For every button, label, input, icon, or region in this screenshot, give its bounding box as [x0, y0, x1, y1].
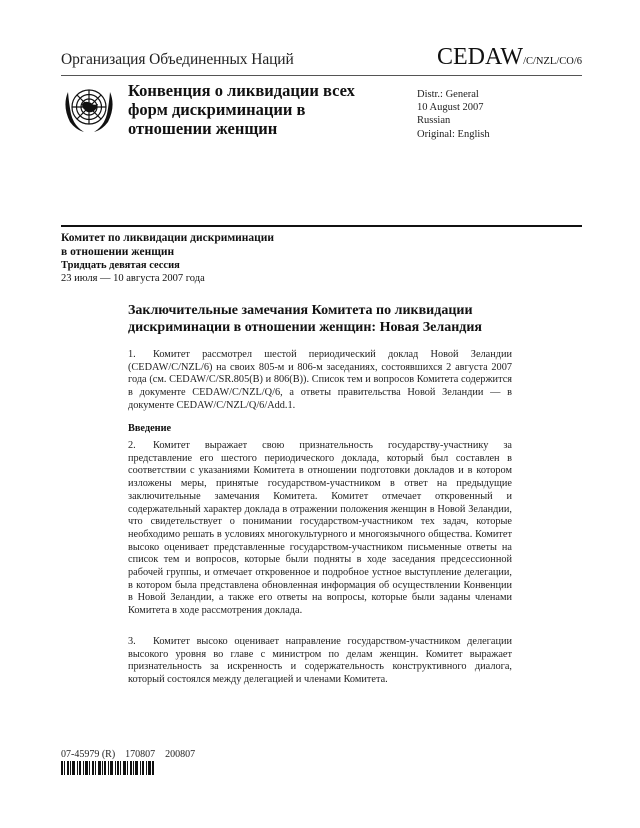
paragraph-number: 1. — [128, 349, 136, 360]
document-title-line: Заключительные замечания Комитета по ликвидации — [128, 303, 473, 318]
session-dates: 23 июля — 10 августа 2007 года — [61, 273, 205, 284]
convention-title-line: форм дискриминации в — [128, 100, 306, 119]
section-rule — [61, 225, 582, 227]
paragraph-3 — [128, 636, 512, 687]
section-heading: Введение — [128, 423, 172, 434]
job-number: 07-45979 (R) — [61, 749, 116, 760]
committee-name-line: Комитет по ликвидации дискриминации — [61, 232, 275, 244]
un-emblem-icon — [60, 80, 118, 136]
barcode-icon — [61, 761, 167, 775]
document-symbol-main: CEDAW — [437, 44, 524, 70]
footer-job-info — [61, 749, 195, 760]
paragraph-number: 3. — [128, 636, 136, 647]
paragraph-number: 2. — [128, 440, 136, 451]
original-language: Original: English — [417, 128, 490, 140]
convention-title — [128, 81, 388, 138]
organization-name: Организация Объединенных Наций — [61, 51, 294, 68]
distribution-type: Distr.: General — [417, 89, 479, 100]
header-rule — [61, 75, 582, 76]
committee-name-line: в отношении женщин — [61, 246, 175, 258]
footer-date-2: 200807 — [165, 749, 196, 760]
committee-info — [61, 231, 274, 285]
footer-date-1: 170807 — [125, 749, 156, 760]
document-title-line: дискриминации в отношении женщин: Новая Зеландия — [128, 320, 482, 335]
paragraph-text: Комитет высоко оценивает направление государством-участником делегации высокого уровня во главе с министром по делам женщин. Комитет выражает признательность за искренность и содержательность конструктивного диалога, который состоялся между делегацией и членами Комитета. — [128, 636, 512, 686]
convention-title-line: Конвенция о ликвидации всех — [128, 81, 355, 100]
document-title — [128, 302, 518, 336]
paragraph-2 — [128, 440, 512, 618]
document-symbol-sub: /C/NZL/CO/6 — [523, 56, 582, 67]
paragraph-1 — [128, 349, 512, 413]
distribution-info — [417, 88, 490, 141]
issue-date: 10 August 2007 — [417, 102, 484, 114]
convention-title-line: отношении женщин — [128, 119, 278, 138]
paragraph-text: Комитет рассмотрел шестой периодический доклад Новой Зеландии (CEDAW/C/NZL/6) на своих 805-м и 806-м заседаниях, состоявшихся 2 августа 2007 года (см. CEDAW/C/SR.805(B) и 806(B)). Список тем и вопросов Комитета содержится в документе CEDAW/C/NZL/Q/6, а ответы правительства Новой Зеландии — в документе CEDAW/C/NZL/Q/6/Add.1. — [128, 349, 512, 411]
document-language: Russian — [417, 115, 451, 127]
paragraph-text: Комитет выражает свою признательность государству-участнику за представление его шестого периодического доклада, который был составлен в соответствии с указаниями Комитета в отношении подготовки докладов и в котором изложены меры, принятые государством-участником в ответ на предыдущие заключительные замечания Комитета. Комитет отмечает откровенный и содержательный характер доклада в отражении положения женщин в Новой Зеландии, что свидетельствует о понимании государством-участником тех задач, которые необходимо решать в условиях многокультурного и многоязычного общества. Комитет высоко оценивает представленные государством-участником письменные ответы на список тем и вопросов, которые были подняты в ходе заседания предсессионной рабочей группы, и отмечает откровенное и подробное устное выступление делегации, в котором была представлена обновленная информация об осуществлении Конвенции в Новой Зеландии, а также его ответы на вопросы, которые были заданы членами Комитета в ходе рассмотрения доклада. — [128, 440, 512, 617]
document-symbol — [437, 44, 582, 71]
session-name: Тридцать девятая сессия — [61, 260, 180, 271]
